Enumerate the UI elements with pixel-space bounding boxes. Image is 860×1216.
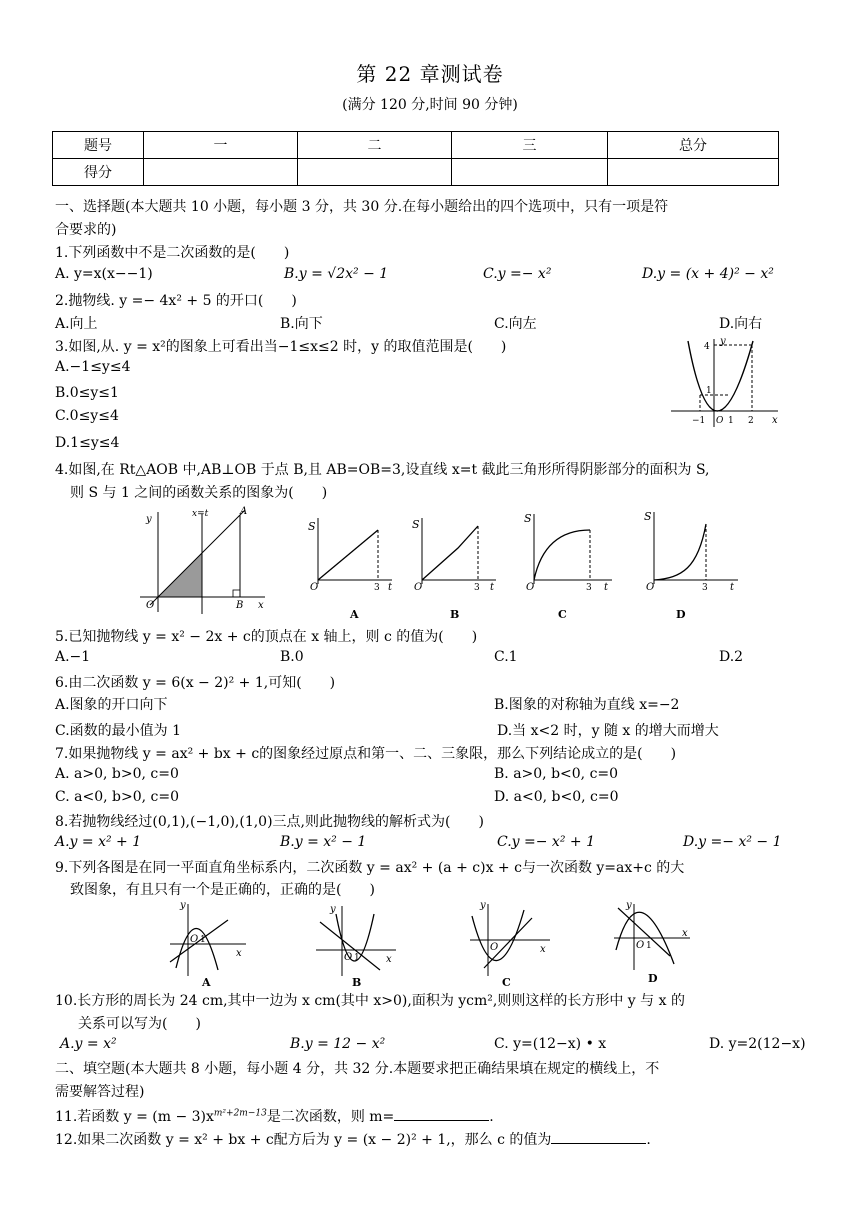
option-label: A: [350, 608, 359, 620]
origin-label: O: [190, 934, 199, 945]
origin-label: O: [646, 582, 655, 593]
score-input-cell[interactable]: [144, 159, 298, 186]
axis-label: x: [682, 928, 688, 939]
axis-label: y: [330, 904, 336, 915]
q7-option-c[interactable]: C. a<0, b>0, c=0: [55, 789, 179, 805]
axis-label: x: [540, 944, 546, 955]
axis-label: x: [772, 415, 778, 426]
q7-option-a[interactable]: A. a>0, b>0, c=0: [55, 766, 179, 782]
score-input-cell[interactable]: [298, 159, 452, 186]
point-label: B: [236, 600, 244, 611]
q11-answer-blank[interactable]: [394, 1106, 489, 1121]
q10-stem: 关系可以写为( ): [78, 1016, 201, 1032]
tick-label: 3: [586, 583, 592, 593]
q4-option-a-graph[interactable]: [300, 508, 400, 620]
q1-option-a[interactable]: A. y=x(x−−1): [55, 266, 153, 282]
q3-parabola-figure: [666, 335, 784, 430]
axis-label: y: [720, 336, 726, 347]
q1-stem: 1.下列函数中不是二次函数的是( ): [55, 245, 290, 261]
option-label: B: [352, 976, 362, 989]
option-label: C: [558, 608, 567, 620]
q10-option-a[interactable]: A.y = x²: [60, 1036, 117, 1052]
origin-label: O: [526, 582, 535, 593]
axis-label: t: [388, 582, 393, 593]
axis-label: S: [412, 518, 420, 531]
tick-label: 1: [728, 416, 734, 426]
tick-label: 1: [354, 953, 360, 963]
q3-option-c[interactable]: C.0≤y≤4: [55, 408, 119, 424]
section1-heading: 一、选择题(本大题共 10 小题，每小题 3 分，共 30 分.在每小题给出的四个选项中，只有一项是符: [55, 199, 669, 215]
q5-option-d[interactable]: D.2: [719, 649, 744, 665]
origin-label: O: [414, 582, 423, 593]
q5-option-c[interactable]: C.1: [494, 649, 518, 665]
parabola-curve: [688, 341, 753, 411]
axis-label: x: [236, 948, 242, 959]
q5-option-b[interactable]: B.0: [280, 649, 304, 665]
origin-label: O: [716, 416, 724, 426]
q1-option-b[interactable]: B.y = √2x² − 1: [284, 266, 389, 282]
q5-stem: 5.已知抛物线 y = x² − 2x + c的顶点在 x 轴上，则 c 的值为( ): [55, 629, 478, 645]
q11-stem: 11.若函数 y = (m − 3)x: [55, 1109, 214, 1125]
q9-option-a-graph[interactable]: [166, 898, 256, 990]
q6-stem: 6.由二次函数 y = 6(x − 2)² + 1,可知( ): [55, 675, 336, 691]
axis-label: S: [644, 510, 652, 523]
score-table: [52, 131, 779, 186]
q6-option-c[interactable]: C.函数的最小值为 1: [55, 723, 182, 739]
score-cell: 题号: [53, 132, 144, 159]
q4-stem: 则 S 与 1 之间的函数关系的图象为( ): [70, 485, 328, 501]
q11-line: [55, 1106, 494, 1126]
q7-option-b[interactable]: B. a>0, b<0, c=0: [494, 766, 619, 782]
score-cell: 三: [452, 132, 608, 159]
graph-curve: [534, 530, 590, 580]
q9-option-d-graph[interactable]: [610, 898, 700, 990]
q8-option-d[interactable]: D.y =− x² − 1: [683, 834, 782, 850]
origin-label: O: [146, 600, 155, 611]
origin-label: O: [636, 940, 645, 951]
score-table-header-row: [53, 132, 779, 159]
q6-option-a[interactable]: A.图象的开口向下: [55, 697, 168, 713]
origin-label: O: [344, 952, 353, 963]
tick-label: 3: [474, 583, 480, 593]
q2-option-d[interactable]: D.向右: [719, 316, 763, 332]
graph-line: [318, 530, 378, 580]
page-subtitle: (满分 120 分,时间 90 分钟): [342, 97, 518, 113]
section1-heading: 合要求的): [55, 222, 117, 238]
q11-exponent: m²+2m−13: [213, 1108, 267, 1119]
q2-option-a[interactable]: A.向上: [55, 316, 98, 332]
score-table-score-row: [53, 159, 779, 186]
q11-tail: 是二次函数，则 m=: [266, 1109, 395, 1125]
linear-line: [170, 920, 228, 962]
tick-label: 1: [706, 386, 712, 396]
axis-label: S: [524, 512, 532, 525]
score-cell: 得分: [53, 159, 144, 186]
q8-option-a[interactable]: A.y = x² + 1: [55, 834, 142, 850]
axis-label: x: [258, 600, 264, 611]
origin-label: O: [310, 582, 319, 593]
q8-option-c[interactable]: C.y =− x² + 1: [497, 834, 595, 850]
origin-label: O: [490, 942, 499, 953]
q11-end: .: [489, 1109, 494, 1125]
option-label: B: [450, 608, 460, 620]
tick-label: −1: [692, 416, 706, 426]
q8-option-b[interactable]: B.y = x² − 1: [280, 834, 367, 850]
q3-option-d[interactable]: D.1≤y≤4: [55, 435, 120, 451]
tick-label: 4: [704, 342, 710, 352]
option-label: A: [202, 976, 211, 989]
option-label: D: [676, 608, 686, 620]
score-input-cell[interactable]: [608, 159, 779, 186]
q2-stem: 2.抛物线. y =− 4x² + 5 的开口( ): [55, 293, 297, 309]
q6-option-d[interactable]: D.当 x<2 时，y 随 x 的增大而增大: [497, 723, 719, 739]
graph-curve: [654, 524, 706, 580]
section2-heading: 二、填空题(本大题共 8 小题，每小题 4 分，共 32 分.本题要求把正确结果填在规定的横线上，不: [55, 1061, 660, 1077]
axis-label: x: [386, 954, 392, 965]
axis-label: y: [146, 514, 152, 525]
q12-line: [55, 1129, 651, 1149]
axis-label: t: [604, 582, 609, 593]
axis-label: y: [180, 900, 186, 911]
q12-answer-blank[interactable]: [551, 1129, 646, 1144]
q10-option-b[interactable]: B.y = 12 − x²: [290, 1036, 386, 1052]
tick-label: 1: [646, 941, 652, 951]
q4-option-b-graph[interactable]: [400, 508, 500, 620]
line-label: x=t: [192, 509, 209, 519]
q9-stem: 9.下列各图是在同一平面直角坐标系内，二次函数 y = ax² + (a + c)x + c与一次函数 y=ax+c 的大: [55, 860, 685, 876]
section2-heading: 需要解答过程): [55, 1084, 145, 1100]
q2-option-b[interactable]: B.向下: [280, 316, 323, 332]
q10-stem: 10.长方形的周长为 24 cm,其中一边为 x cm(其中 x>0),面积为 ycm²,则则这样的长方形中 y 与 x 的: [55, 993, 685, 1009]
q6-option-b[interactable]: B.图象的对称轴为直线 x=−2: [494, 697, 680, 713]
graph-line: [422, 526, 478, 580]
axis-label: y: [480, 900, 486, 911]
q7-option-d[interactable]: D. a<0, b<0, c=0: [494, 789, 619, 805]
tick-label: 3: [702, 583, 708, 593]
axis-label: y: [626, 900, 632, 911]
q5-option-a[interactable]: A.−1: [55, 649, 91, 665]
option-label: C: [502, 976, 511, 989]
q12-stem: 12.如果二次函数 y = x² + bx + c配方后为 y = (x − 2)² + 1,，那么 c 的值为: [55, 1132, 552, 1148]
tick-label: 2: [748, 416, 754, 426]
q9-stem: 致图象，有且只有一个是正确的，正确的是( ): [70, 882, 375, 898]
q1-option-d[interactable]: D.y = (x + 4)² − x²: [642, 266, 774, 282]
page-title: 第 22 章测试卷: [356, 62, 504, 86]
point-label: A: [240, 506, 248, 517]
q10-option-d[interactable]: D. y=2(12−x): [709, 1036, 806, 1052]
q4-option-c-graph[interactable]: [508, 502, 618, 620]
q10-option-c[interactable]: C. y=(12−x) • x: [494, 1036, 607, 1052]
score-cell: 一: [144, 132, 298, 159]
q9-option-b-graph[interactable]: [312, 898, 402, 990]
q8-stem: 8.若抛物线经过(0,1),(−1,0),(1,0)三点,则此抛物线的解析式为( ): [55, 814, 484, 830]
right-angle-mark: [233, 590, 240, 597]
q12-end: .: [646, 1132, 651, 1148]
q9-option-c-graph[interactable]: [466, 898, 556, 990]
q1-option-c[interactable]: C.y =− x²: [483, 266, 552, 282]
score-cell: 二: [298, 132, 452, 159]
q4-stem: 4.如图,在 Rt△AOB 中,AB⊥OB 于点 B,且 AB=OB=3,设直线 x=t 截此三角形所得阴影部分的面积为 S,: [55, 462, 710, 478]
tick-label: 1: [200, 935, 206, 945]
q2-option-c[interactable]: C.向左: [494, 316, 537, 332]
axis-label: S: [308, 520, 316, 533]
axis-label: t: [730, 582, 735, 593]
tick-label: 3: [374, 583, 380, 593]
q4-option-d-graph[interactable]: [626, 502, 746, 620]
score-cell: 总分: [608, 132, 779, 159]
axis-label: t: [490, 582, 495, 593]
q3-stem: 3.如图,从. y = x²的图象上可看出当−1≤x≤2 时，y 的取值范围是( ): [55, 339, 507, 355]
q3-option-a[interactable]: A.−1≤y≤4: [55, 359, 131, 375]
score-input-cell[interactable]: [452, 159, 608, 186]
q3-option-b[interactable]: B.0≤y≤1: [55, 385, 119, 401]
option-label: D: [648, 972, 658, 985]
q4-triangle-figure: [130, 502, 268, 614]
q7-stem: 7.如果抛物线 y = ax² + bx + c的图象经过原点和第一、二、三象限，那么下列结论成立的是( ): [55, 746, 677, 762]
